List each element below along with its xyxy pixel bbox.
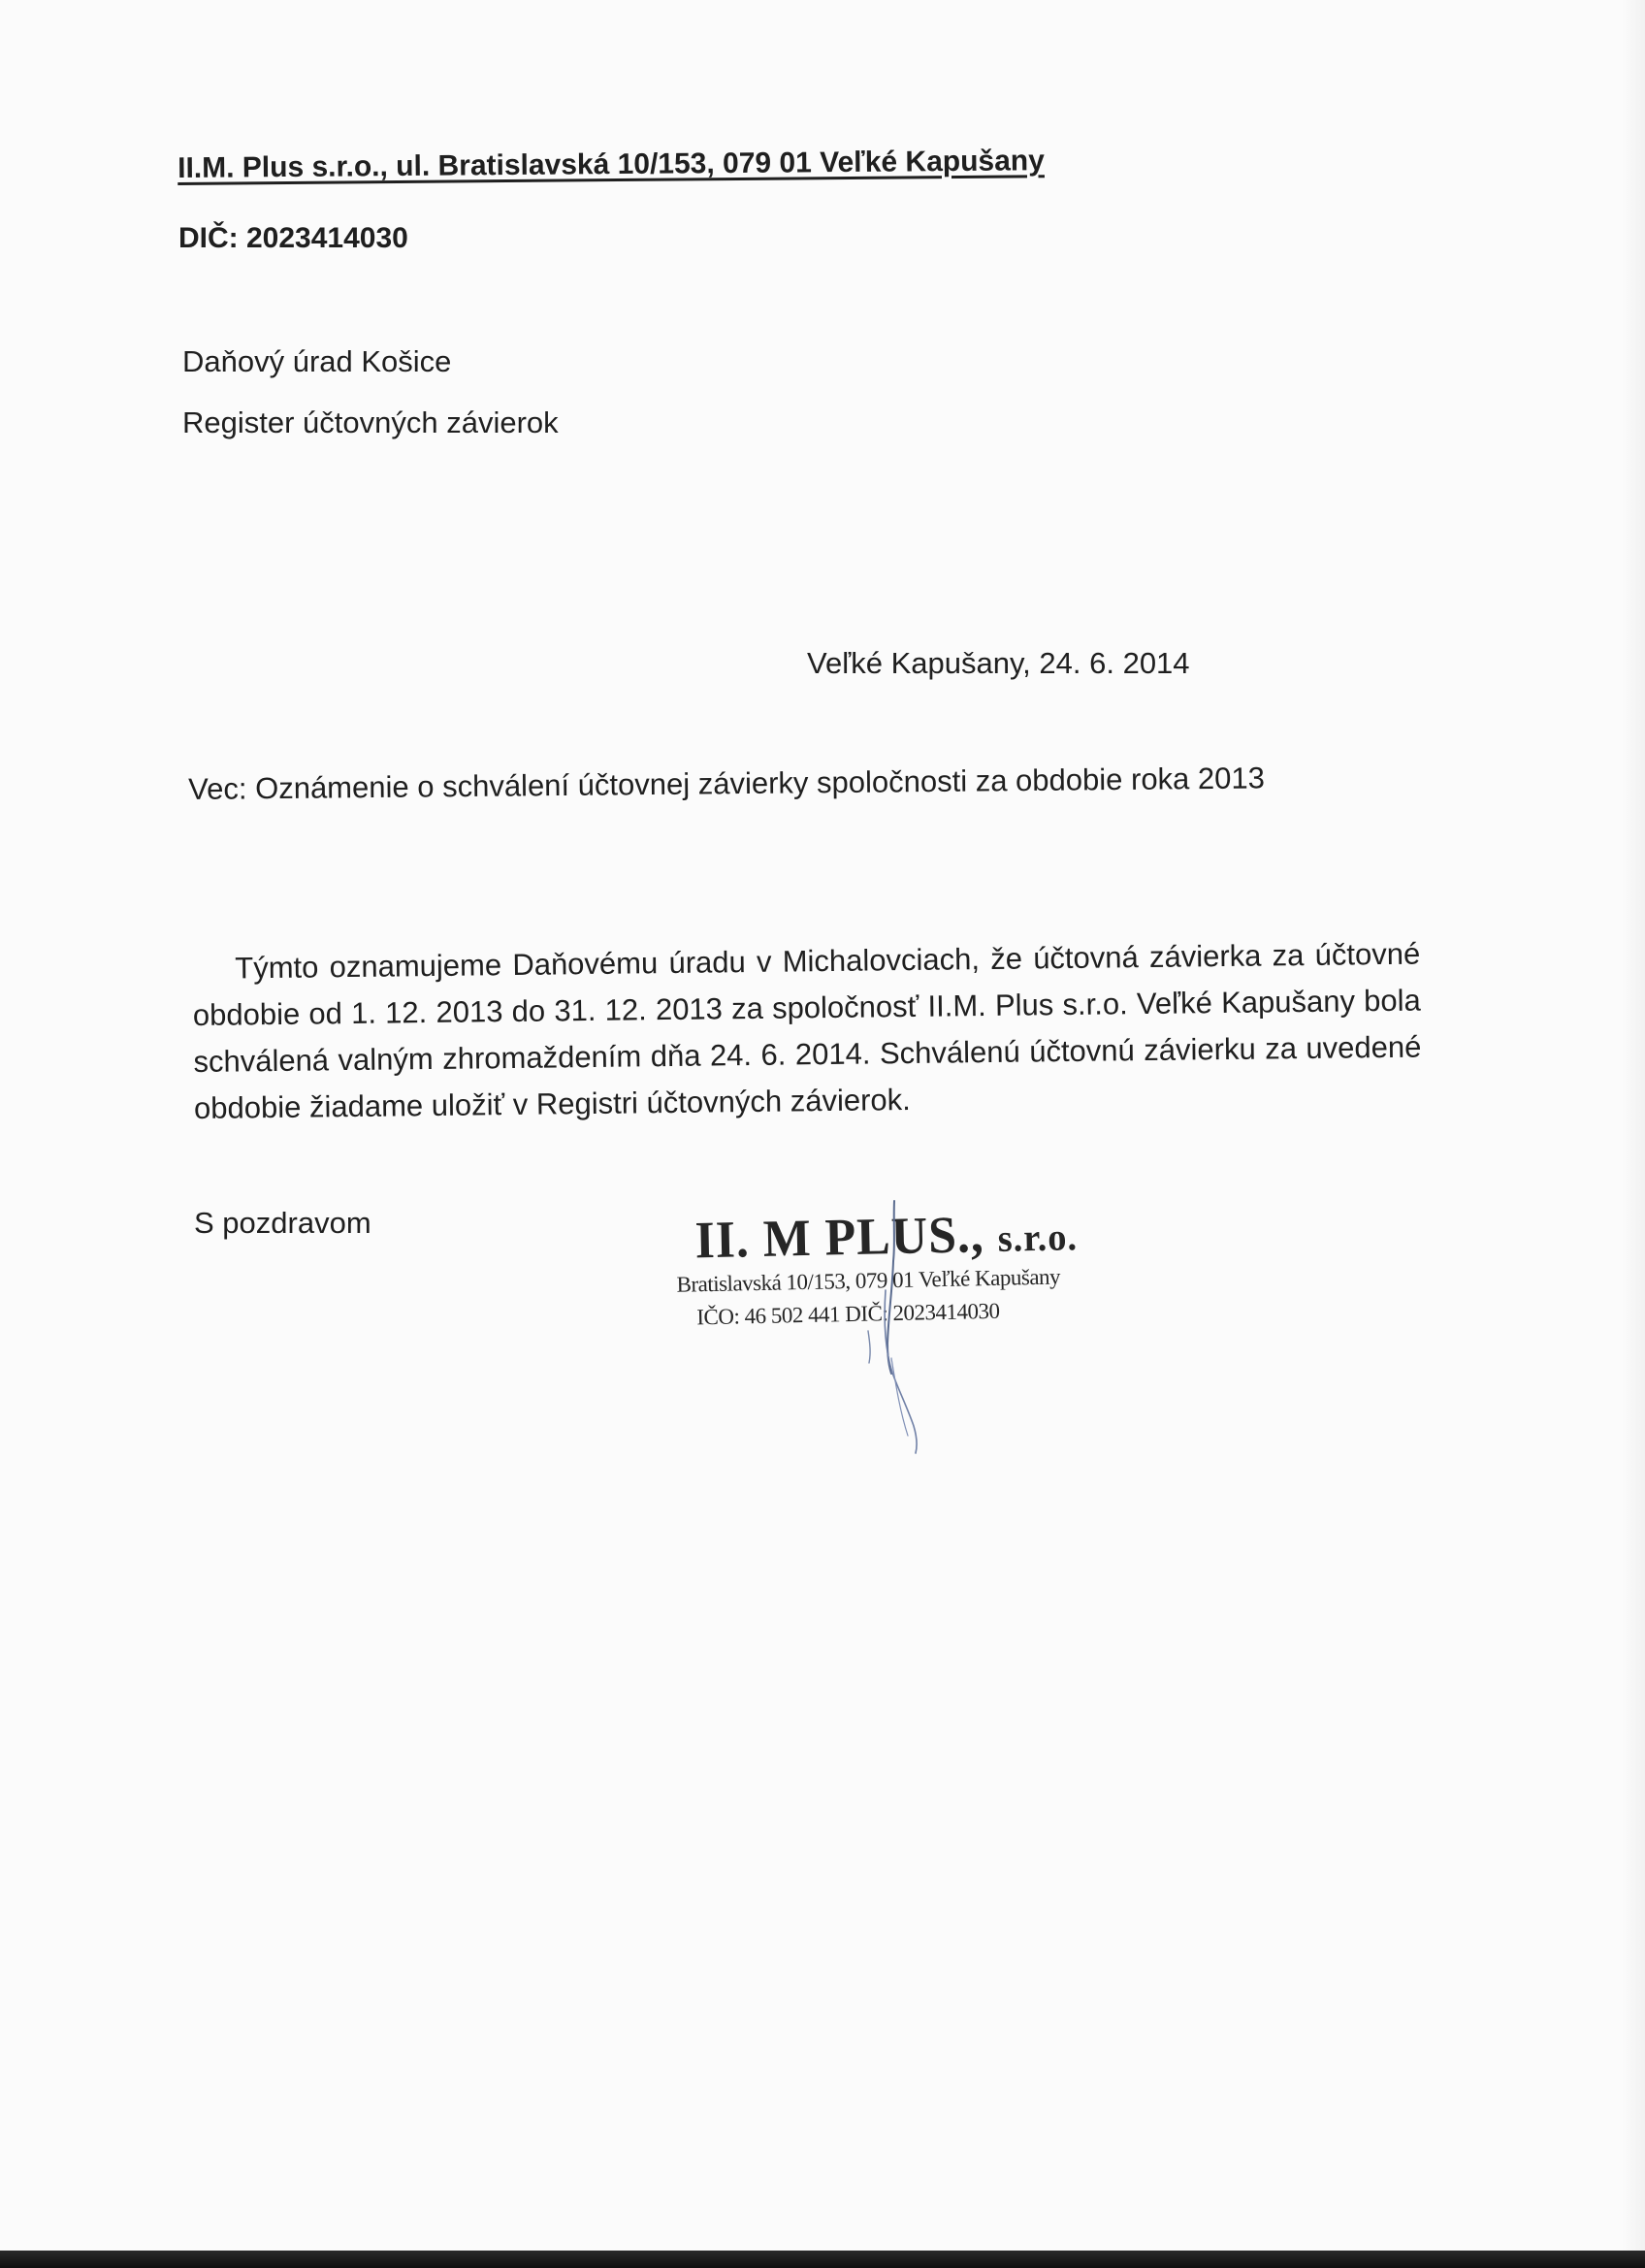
recipient-office: Daňový úrad Košice xyxy=(182,344,452,378)
recipient-register: Register účtovných závierok xyxy=(182,405,559,439)
subject-line: Vec: Oznámenie o schválení účtovnej závierky spoločnosti za obdobie roka 2013 xyxy=(188,761,1266,806)
closing-greeting: S pozdravom xyxy=(194,1206,371,1240)
stamp-address: Bratislavská 10/153, 079 01 Veľké Kapušany xyxy=(676,1264,1061,1297)
scan-edge-bottom xyxy=(0,2251,1645,2268)
scan-edge-right xyxy=(1622,0,1645,2268)
stamp-ids: IČO: 46 502 441 DIČ: 2023414030 xyxy=(696,1298,1000,1330)
letter-body xyxy=(192,931,1422,1132)
body-paragraph: Týmto oznamujeme Daňovému úradu v Michalovciach, že účtovná závierka za účtovné obdobie od 1. 12. 2013 do 31. 12. 2013 za spoločnosť II.M. Plus s.r.o. Veľké Kapušany bola schválená valným zhromaždením dňa 24. 6. 2014. Schválenú účtovnú závierku za uvedené obdobie žiadame uložiť v Registri účtovných závierok. xyxy=(192,936,1422,1125)
stamp-name-suffix: s.r.o. xyxy=(997,1215,1079,1260)
sender-address: II.M. Plus s.r.o., ul. Bratislavská 10/153, 079 01 Veľké Kapušany xyxy=(177,145,1045,184)
place-and-date: Veľké Kapušany, 24. 6. 2014 xyxy=(807,646,1190,680)
sender-dic: DIČ: 2023414030 xyxy=(178,222,408,254)
company-stamp xyxy=(665,1201,1124,1366)
stamp-name-main: II. M PLUS., xyxy=(694,1205,985,1270)
stamp-company-name xyxy=(694,1202,1078,1270)
